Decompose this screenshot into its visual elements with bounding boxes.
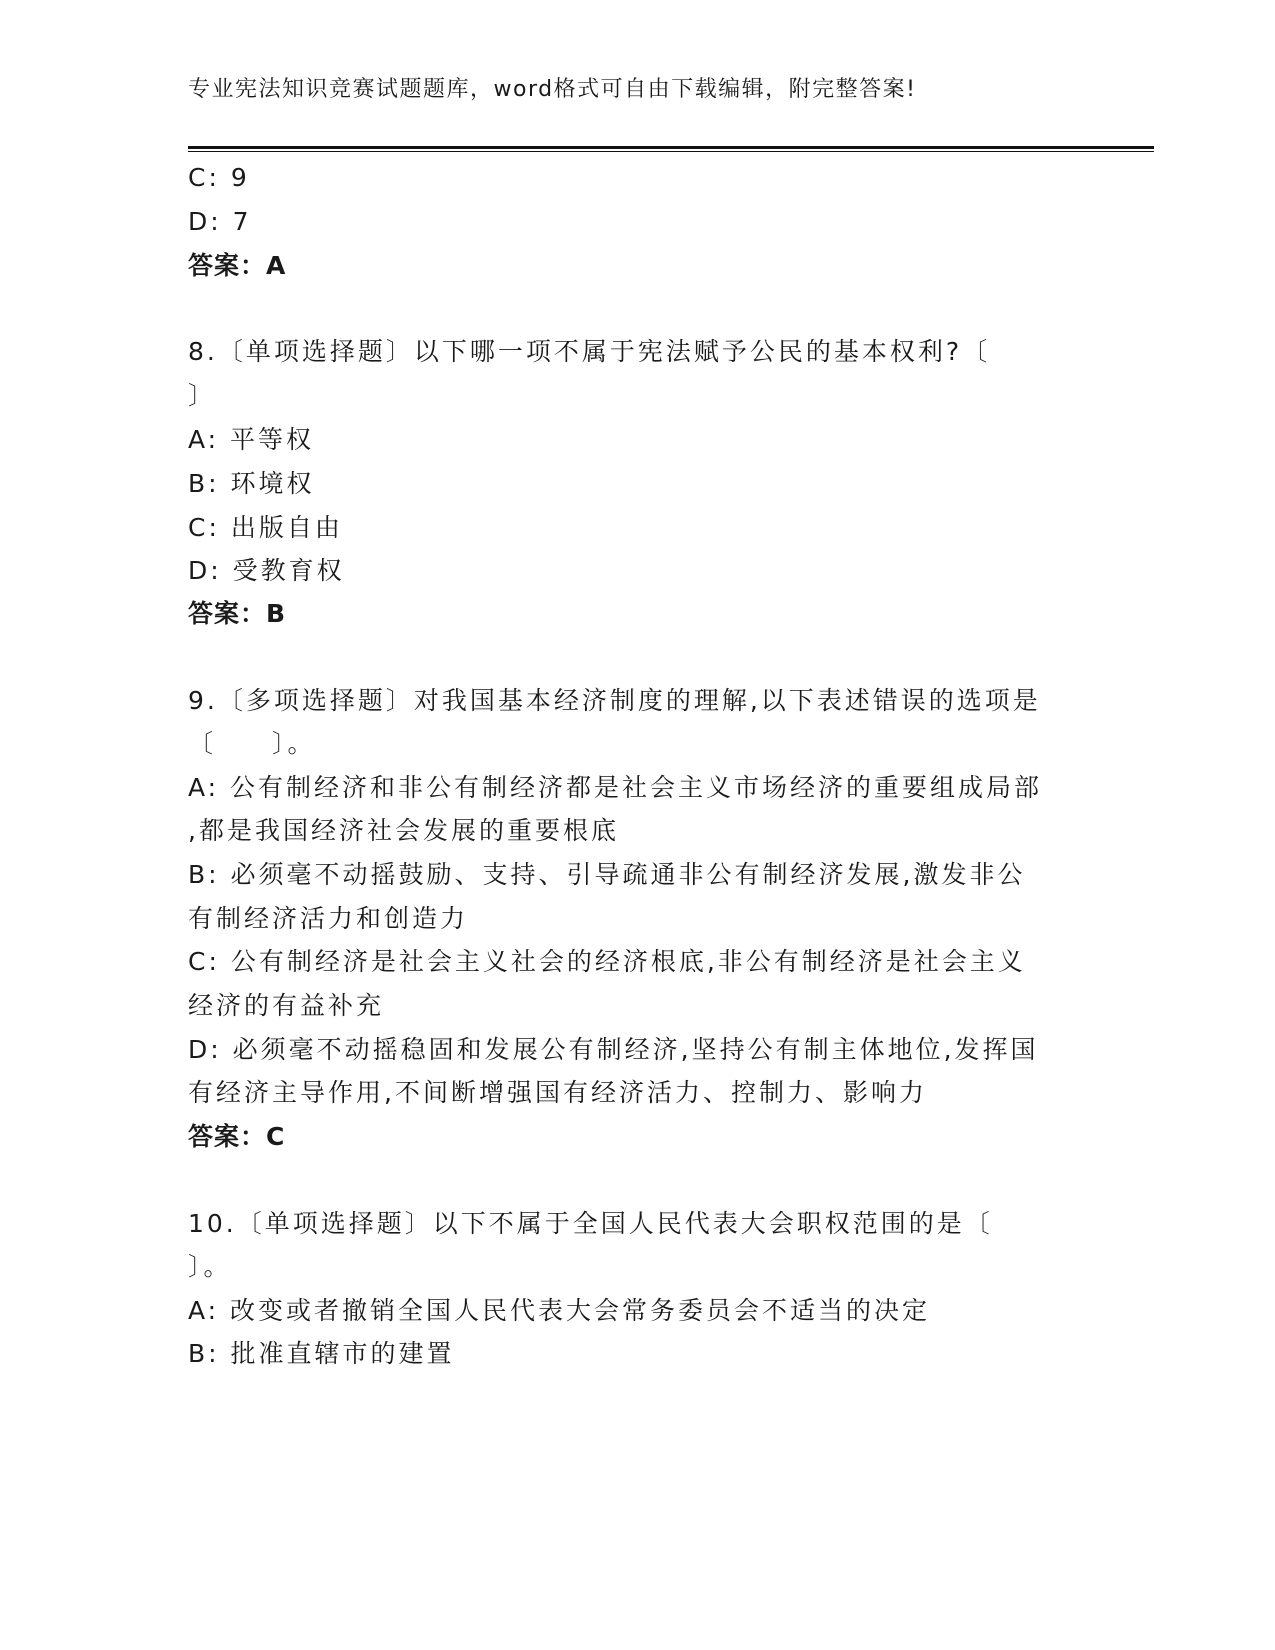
question-10-option-a: A: 改变或者撤销全国人民代表大会常务委员会不适当的决定 bbox=[188, 1296, 931, 1325]
question-9-answer: 答案：C bbox=[188, 1122, 286, 1151]
question-9-option-d-cont: 有经济主导作用,不间断增强国有经济活力、控制力、影响力 bbox=[188, 1078, 927, 1107]
question-8-stem-cont: 〕 bbox=[188, 381, 217, 410]
question-9-option-b-cont: 有制经济活力和创造力 bbox=[188, 904, 469, 933]
page-header: 专业宪法知识竞赛试题题库，word格式可自由下载编辑，附完整答案! bbox=[188, 77, 917, 102]
question-9-option-a: A: 公有制经济和非公有制经济都是社会主义市场经济的重要组成局部 bbox=[188, 773, 1043, 802]
option-c: C: 9 bbox=[188, 163, 250, 192]
question-8-option-d: D: 受教育权 bbox=[188, 556, 345, 585]
question-8-stem: 8.〔单项选择题〕以下哪一项不属于宪法赋予公民的基本权利?〔 bbox=[188, 337, 991, 366]
question-9-stem-cont: 〔 〕。 bbox=[188, 729, 316, 758]
answer-line: 答案：A bbox=[188, 251, 287, 280]
question-9-option-c-cont: 经济的有益补充 bbox=[188, 991, 385, 1020]
question-9-option-d: D: 必须毫不动摇稳固和发展公有制经济,坚持公有制主体地位,发挥国 bbox=[188, 1035, 1039, 1064]
question-8-option-b: B: 环境权 bbox=[188, 469, 315, 498]
question-9-option-b: B: 必须毫不动摇鼓励、支持、引导疏通非公有制经济发展,激发非公 bbox=[188, 860, 1026, 889]
option-d: D: 7 bbox=[188, 207, 252, 236]
question-10-stem: 10.〔单项选择题〕以下不属于全国人民代表大会职权范围的是〔 bbox=[188, 1209, 993, 1238]
question-10-option-b: B: 批准直辖市的建置 bbox=[188, 1339, 455, 1368]
question-10-stem-cont: 〕。 bbox=[188, 1252, 232, 1281]
question-8-option-a: A: 平等权 bbox=[188, 425, 315, 454]
question-8-option-c: C: 出版自由 bbox=[188, 513, 343, 542]
question-9-option-a-cont: ,都是我国经济社会发展的重要根底 bbox=[188, 816, 619, 845]
header-rule-thick bbox=[188, 146, 1154, 149]
header-rule-thin bbox=[188, 151, 1154, 152]
question-9-option-c: C: 公有制经济是社会主义社会的经济根底,非公有制经济是社会主义 bbox=[188, 947, 1026, 976]
question-8-answer: 答案：B bbox=[188, 599, 287, 628]
question-9-stem: 9.〔多项选择题〕对我国基本经济制度的理解,以下表述错误的选项是 bbox=[188, 686, 1041, 715]
